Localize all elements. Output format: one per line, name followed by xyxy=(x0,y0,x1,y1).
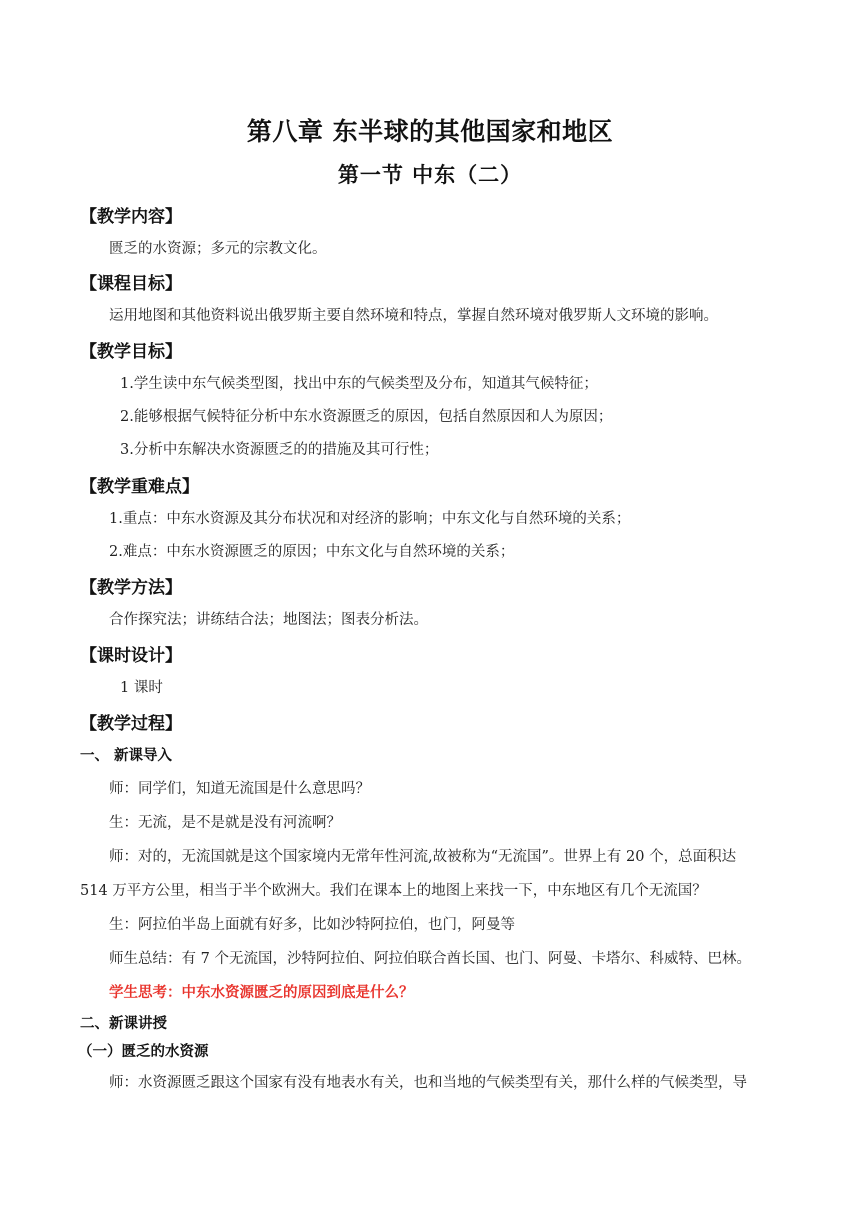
teaching-goal-item-3: 3.分析中东解决水资源匮乏的的措施及其可行性； xyxy=(120,442,439,458)
part1-title: 一、 新课导入 xyxy=(80,748,173,764)
heading-course-goal: 【课程目标】 xyxy=(80,274,182,294)
dialogue-line-3-continued: 514 万平方公里，相当于半个欧洲大。我们在课本上的地图上来找一下，中东地区有几个无流国？ xyxy=(80,883,707,899)
dialogue-line-1: 师：同学们，知道无流国是什么意思吗？ xyxy=(109,781,370,797)
heading-schedule: 【课时设计】 xyxy=(80,646,182,666)
key-point-item-2: 2.难点：中东水资源匮乏的原因；中东文化与自然环境的关系； xyxy=(109,544,515,560)
part2-title: 二、新课讲授 xyxy=(80,1016,167,1032)
dialogue-line-3: 师：对的，无流国就是这个国家境内无常年性河流,故被称为“无流国”。世界上有 20 个，总面积达 xyxy=(109,849,737,865)
student-think-prompt: 学生思考：中东水资源匮乏的原因到底是什么？ xyxy=(109,985,414,1001)
heading-process: 【教学过程】 xyxy=(80,714,182,734)
schedule-text: 1 课时 xyxy=(120,680,163,696)
chapter-title: 第八章 东半球的其他国家和地区 xyxy=(246,117,614,146)
teaching-goal-item-2: 2.能够根据气候特征分析中东水资源匮乏的原因，包括自然原因和人为原因； xyxy=(120,409,613,425)
part2-subtitle: （一）匮乏的水资源 xyxy=(78,1044,209,1060)
course-goal-text: 运用地图和其他资料说出俄罗斯主要自然环境和特点，掌握自然环境对俄罗斯人文环境的影响。 xyxy=(109,308,718,324)
part2-line-1: 师：水资源匮乏跟这个国家有没有地表水有关，也和当地的气候类型有关，那什么样的气候类型，导 xyxy=(109,1075,747,1091)
dialogue-line-5: 师生总结：有 7 个无流国，沙特阿拉伯、阿拉伯联合酋长国、也门、阿曼、卡塔尔、科威特、巴林。 xyxy=(109,951,751,967)
section-title: 第一节 中东（二） xyxy=(337,163,523,187)
heading-teaching-goal: 【教学目标】 xyxy=(80,342,182,362)
key-point-item-1: 1.重点：中东水资源及其分布状况和对经济的影响；中东文化与自然环境的关系； xyxy=(109,511,631,527)
methods-text: 合作探究法；讲练结合法；地图法；图表分析法。 xyxy=(109,612,428,628)
dialogue-line-2: 生：无流，是不是就是没有河流啊？ xyxy=(109,815,341,831)
heading-key-points: 【教学重难点】 xyxy=(80,477,199,497)
heading-methods: 【教学方法】 xyxy=(80,578,182,598)
dialogue-line-4: 生：阿拉伯半岛上面就有好多，比如沙特阿拉伯，也门，阿曼等 xyxy=(109,917,515,933)
teaching-goal-item-1: 1.学生读中东气候类型图，找出中东的气候类型及分布，知道其气候特征； xyxy=(120,376,598,392)
teaching-content-text: 匮乏的水资源；多元的宗教文化。 xyxy=(109,241,327,257)
heading-teaching-content: 【教学内容】 xyxy=(80,207,182,227)
